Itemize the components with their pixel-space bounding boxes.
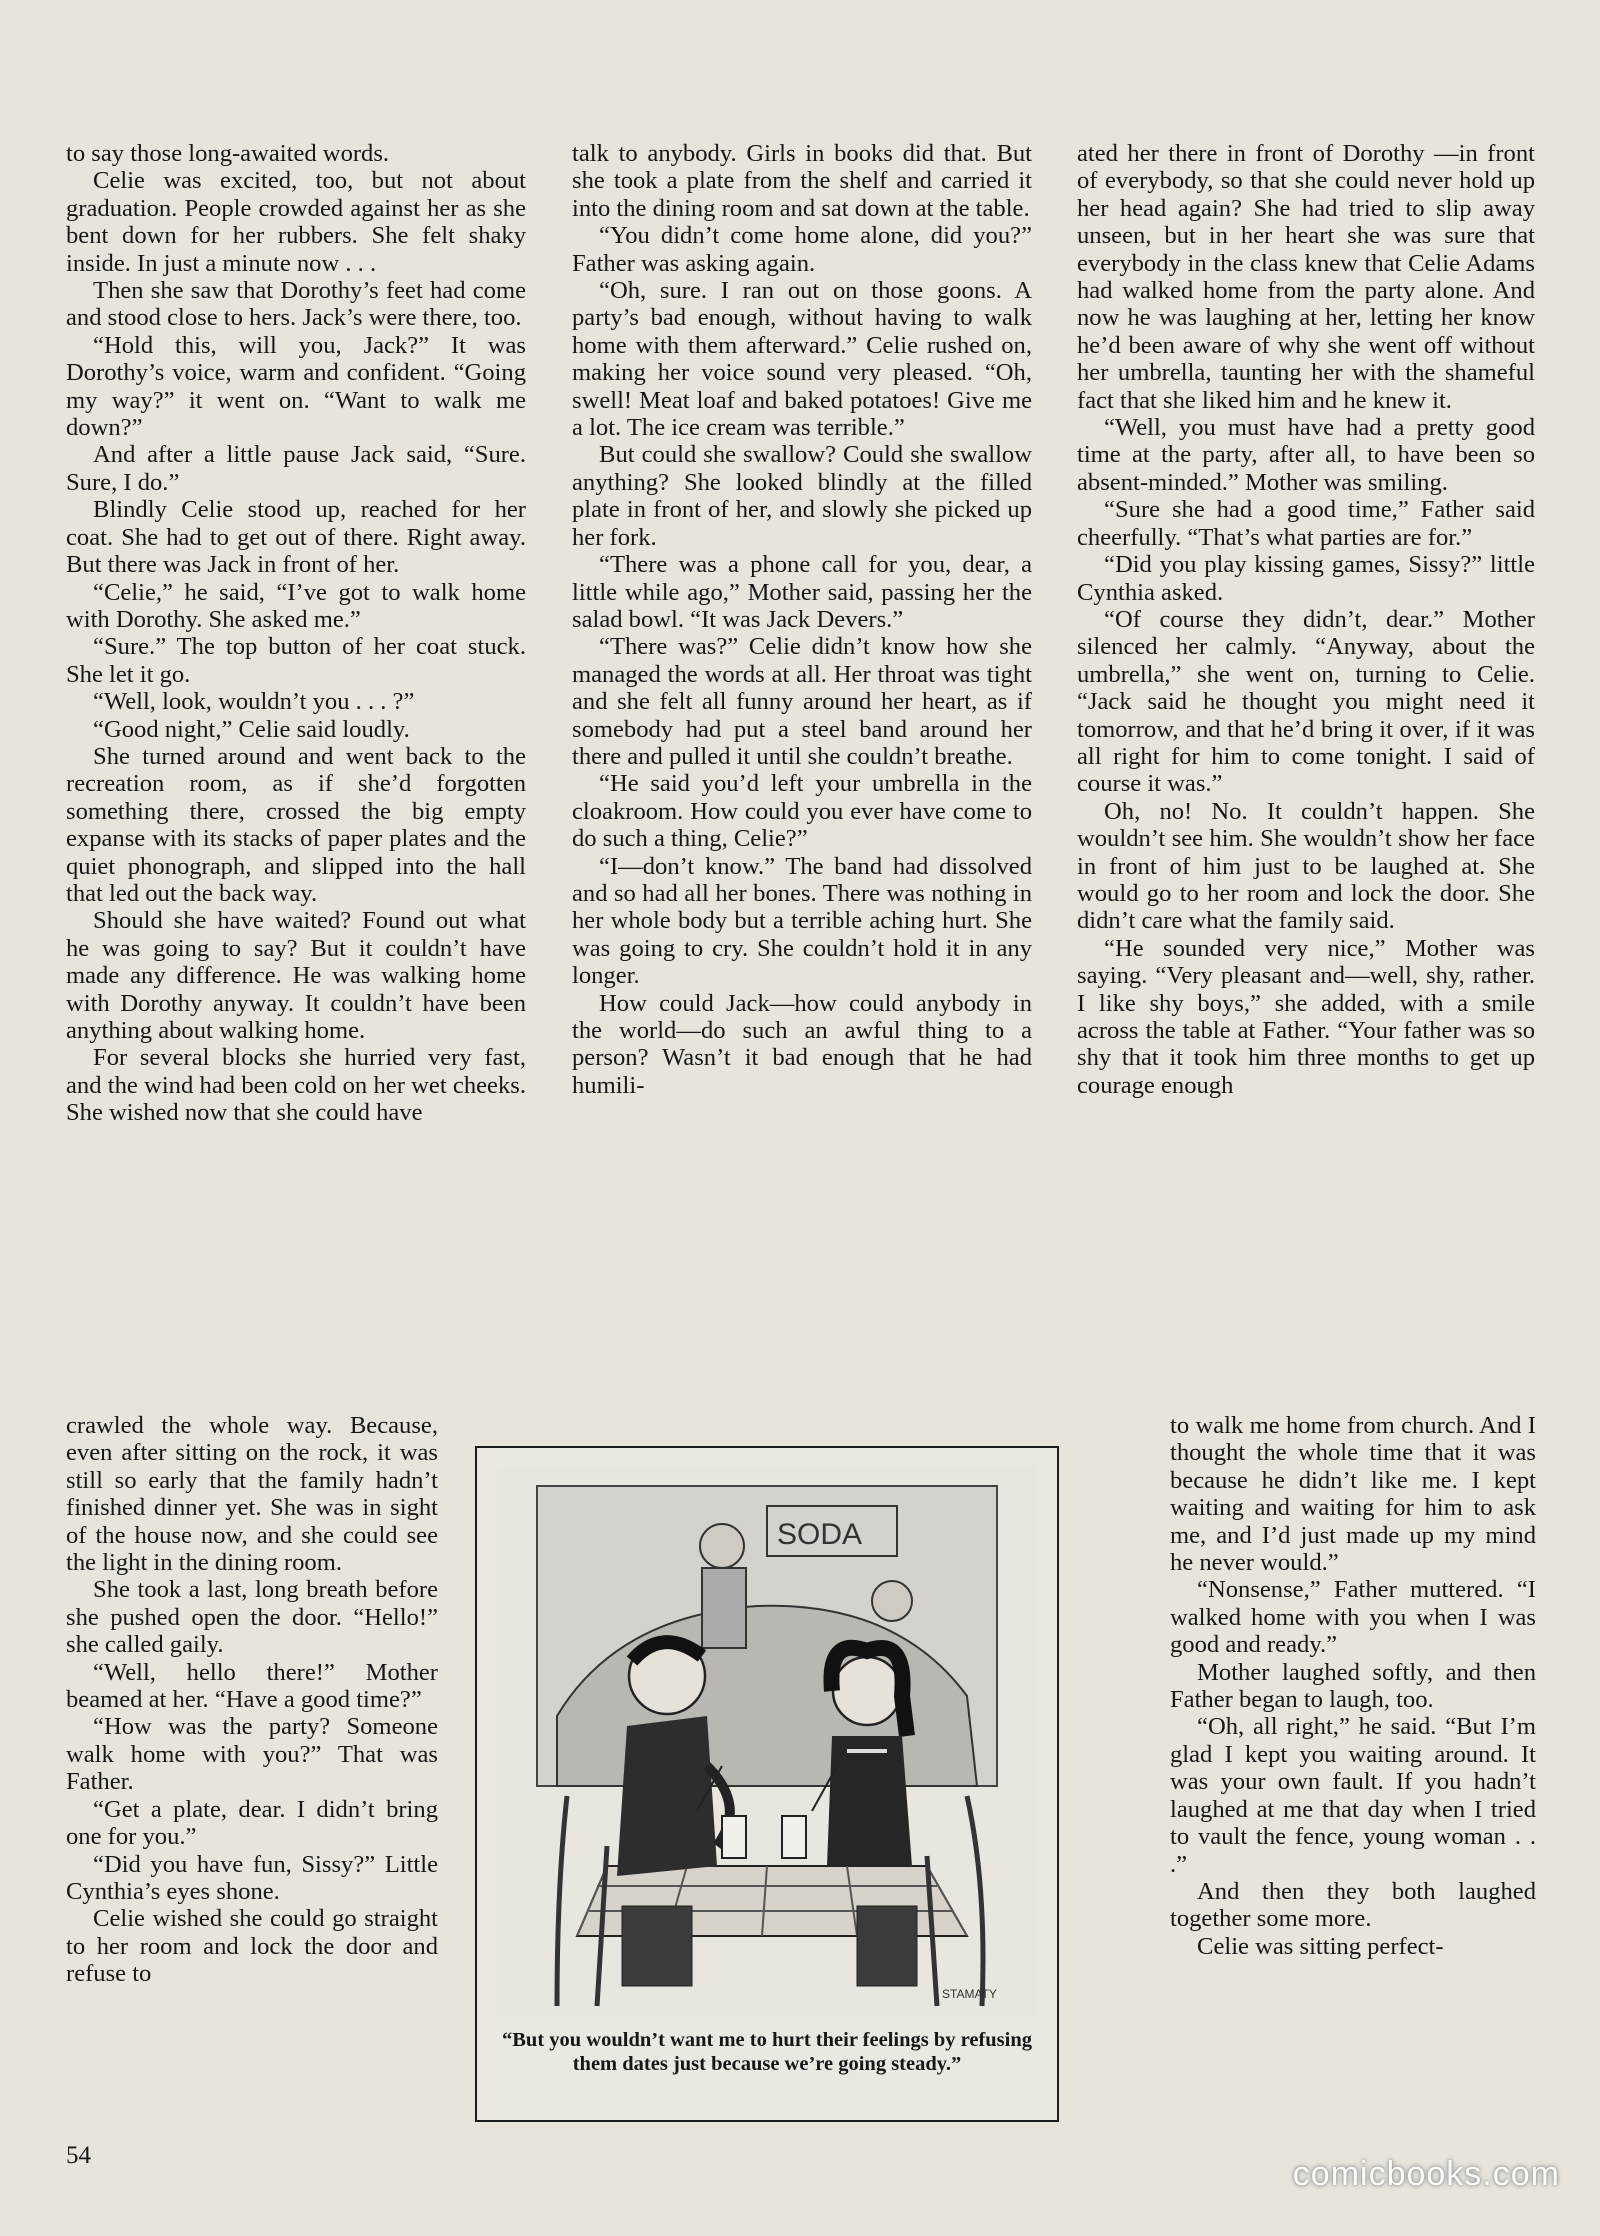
paragraph: Celie was sitting perfect- <box>1197 1932 1444 1960</box>
paragraph: “Well, you must have had a pretty good time at the party, after all, to have been so absent-minded.” Mother was smiling. <box>1077 414 1535 496</box>
paragraph: Oh, no! No. It couldn’t happen. She wouldn’t see him. She wouldn’t show her face in front of him just to be laughed at. She would go to her room and lock the door. She didn’t care what the family said. <box>1077 797 1535 935</box>
paragraph: to say those long-awaited words. <box>66 140 390 167</box>
artist-signature: STAMATY <box>942 1987 997 2001</box>
paragraph: “Good night,” Celie said loudly. <box>93 715 410 743</box>
paragraph: talk to anybody. Girls in books did that. But she took a plate from the shelf and carried it into the dining room and sat down at the table. <box>572 140 1032 222</box>
paragraph: “You didn’t come home alone, did you?” Father was asking again. <box>572 222 1032 277</box>
paragraph: “Nonsense,” Father muttered. “I walked home with you when I was good and ready.” <box>1170 1576 1536 1659</box>
paragraph: “Hold this, will you, Jack?” It was Dorothy’s voice, warm and confident. “Going my way?” it went on. “Want to walk me down?” <box>66 331 526 442</box>
paragraph: Should she have waited? Found out what he was going to say? But it couldn’t have made any difference. He was walking home with Dorothy anyway. It couldn’t have been anything about walking home. <box>66 907 526 1044</box>
site-watermark: comicbooks.com <box>1292 2155 1560 2193</box>
paragraph: “Oh, sure. I ran out on those goons. A party’s bad enough, without having to walk home with them afterward.” Celie rushed on, making her voice sound very pleased. “Oh, swell! Meat loaf and baked potatoes! Give me a lot. The ice cream was terrible.” <box>572 277 1032 442</box>
paragraph: “I—don’t know.” The band had dissolved and so had all her bones. There was nothing in her whole body but a terrible aching hurt. She was going to cry. She couldn’t hold it in any longer. <box>572 852 1032 990</box>
story-column-1-narrow <box>66 1412 438 1988</box>
paragraph: crawled the whole way. Because, even after sitting on the rock, it was still so early that the family hadn’t finished dinner yet. She was in sight of the house now, and she could see the light in the dining room. <box>66 1412 438 1577</box>
paragraph: “There was a phone call for you, dear, a little while ago,” Mother said, passing her the salad bowl. “It was Jack Devers.” <box>572 551 1032 633</box>
paragraph: “Well, look, wouldn’t you . . . ?” <box>93 688 415 716</box>
cartoon-illustration <box>497 1466 1037 2016</box>
paragraph: “Sure.” The top button of her coat stuck. She let it go. <box>66 633 526 688</box>
story-column-1 <box>66 140 526 1127</box>
story-column-3-narrow <box>1170 1412 1536 1960</box>
paragraph: “Oh, all right,” he said. “But I’m glad I kept you waiting around. It was your own fault. If you hadn’t laughed at me that day when I tried to vault the fence, young woman . . .” <box>1170 1713 1536 1878</box>
story-column-2 <box>572 140 1032 1099</box>
paragraph: Mother laughed softly, and then Father began to laugh, too. <box>1170 1658 1536 1714</box>
paragraph: Celie was excited, too, but not about graduation. People crowded against her as she bent down for her rubbers. She felt shaky inside. In just a minute now . . . <box>66 167 526 277</box>
paragraph: She turned around and went back to the recreation room, as if she’d forgotten something there, crossed the big empty expanse with its stacks of paper plates and the quiet phonograph, and slipped into the hall that led out the back way. <box>66 742 526 907</box>
paragraph: “Of course they didn’t, dear.” Mother silenced her calmly. “Anyway, about the umbrella,” she went on, turning to Celie. “Jack said he thought you might need it tomorrow, and that he’d bring it over, if it was all right for him to come tonight. I said of course it was.” <box>1077 605 1535 798</box>
paragraph: And after a little pause Jack said, “Sure. Sure, I do.” <box>66 441 526 496</box>
paragraph: She took a last, long breath before she pushed open the door. “Hello!” she called gaily. <box>66 1576 438 1659</box>
paragraph: How could Jack—how could anybody in the world—do such an awful thing to a person? Wasn’t it bad enough that he had humili- <box>572 989 1032 1099</box>
story-column-3 <box>1077 140 1535 1099</box>
paragraph: Celie wished she could go straight to her room and lock the door and refuse to <box>66 1905 438 1988</box>
paragraph: “Did you have fun, Sissy?” Little Cynthia’s eyes shone. <box>66 1850 438 1905</box>
cartoon-panel <box>475 1446 1059 2122</box>
paragraph: ated her there in front of Dorothy —in front of everybody, so that she could never hold up her head again? She had tried to slip away unseen, but in her heart she was sure that everybody in the class knew that Celie Adams had walked home from the party alone. And now he was laughing at her, letting her know he’d been aware of why she went off without her umbrella, taunting her with the shameful fact that she liked him and he knew it. <box>1077 140 1535 414</box>
page-number: 54 <box>66 2142 91 2169</box>
cartoon-caption: “But you wouldn’t want me to hurt their feelings by refusing them dates just because we’re going steady.” <box>502 2029 1032 2075</box>
paragraph: “There was?” Celie didn’t know how she managed the words at all. Her throat was tight and she felt all funny around her heart, as if somebody had put a steel band around her there and pulled it until she couldn’t breathe. <box>572 633 1032 770</box>
paragraph: “He sounded very nice,” Mother was saying. “Very pleasant and—well, shy, rather. I like shy boys,” she added, with a smile across the table at Father. “Your father was so shy that it took him three months to get up courage enough <box>1077 934 1535 1099</box>
paragraph: to walk me home from church. And I thought the whole time that it was because he didn’t like me. I kept waiting and waiting for him to ask me, and I’d just made up my mind he never would.” <box>1170 1412 1536 1577</box>
paragraph: “Celie,” he said, “I’ve got to walk home with Dorothy. She asked me.” <box>66 578 526 633</box>
paragraph: But could she swallow? Could she swallow anything? She looked blindly at the filled plate in front of her, and slowly she picked up her fork. <box>572 441 1032 551</box>
paragraph: “Did you play kissing games, Sissy?” little Cynthia asked. <box>1077 551 1535 606</box>
paragraph: “Get a plate, dear. I didn’t bring one for you.” <box>66 1795 438 1851</box>
paragraph: And then they both laughed together some more. <box>1170 1877 1536 1933</box>
paragraph: For several blocks she hurried very fast, and the wind had been cold on her wet cheeks. She wished now that she could have <box>66 1044 526 1127</box>
paragraph: “Sure she had a good time,” Father said cheerfully. “That’s what parties are for.” <box>1077 496 1535 551</box>
soda-sign: SODA <box>777 1518 863 1551</box>
paragraph: Blindly Celie stood up, reached for her coat. She had to get out of there. Right away. But there was Jack in front of her. <box>66 496 526 579</box>
paragraph: Then she saw that Dorothy’s feet had come and stood close to hers. Jack’s were there, too. <box>66 277 526 332</box>
paragraph: “Well, hello there!” Mother beamed at her. “Have a good time?” <box>66 1658 438 1714</box>
paragraph: “How was the party? Someone walk home with you?” That was Father. <box>66 1713 438 1796</box>
paragraph: “He said you’d left your umbrella in the cloakroom. How could you ever have come to do such a thing, Celie?” <box>572 770 1032 853</box>
